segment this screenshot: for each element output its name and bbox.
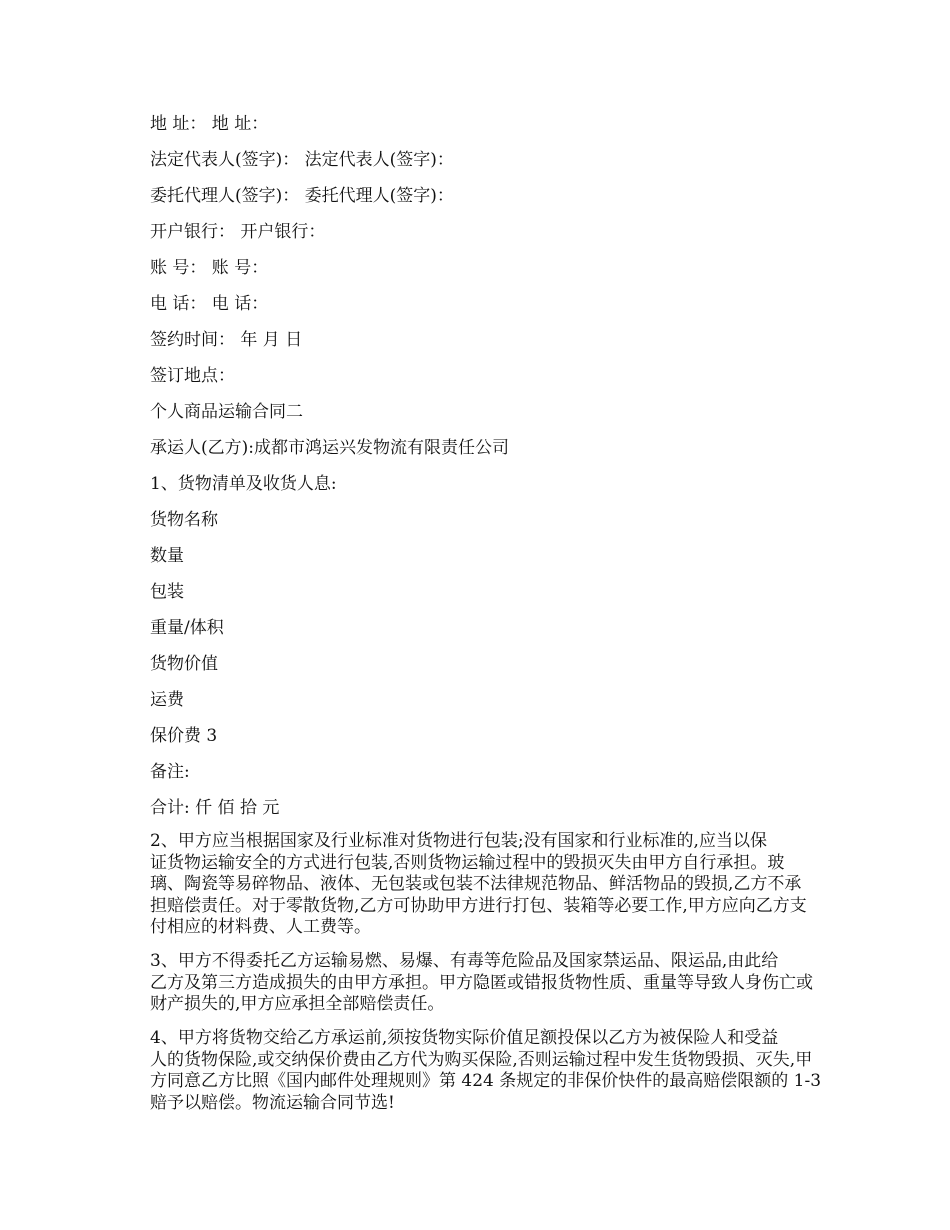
clause-4-line-4: 赔予以赔偿。物流运输合同节选! [150, 1092, 395, 1113]
contract-title: 个人商品运输合同二 [150, 402, 303, 422]
clause-2-line-5: 付相应的材料费、人工费等。 [150, 917, 371, 937]
clause-4-line-2: 人的货物保险,或交纳保价费由乙方代为购买保险,否则运输过程中发生货物毁损、灭失,甲 [150, 1049, 813, 1070]
goods-list-heading: 1、货物清单及收货人息: [150, 474, 337, 494]
weight-volume-label: 重量/体积 [150, 618, 224, 638]
clause-2-line-2: 证货物运输安全的方式进行包装,否则货物运输过程中的毁损灭失由甲方自行承担。玻 [150, 852, 785, 873]
carrier-line: 承运人(乙方):成都市鸿运兴发物流有限责任公司 [150, 438, 509, 458]
clause-4-line-3: 方同意乙方比照《国内邮件处理规则》第 424 条规定的非保价快件的最高赔偿限额的 1-3 [150, 1071, 822, 1091]
bank-line: 开户银行： 开户银行： [150, 222, 326, 242]
clause-2-line-3: 璃、陶瓷等易碎物品、液体、无包装或包装不法律规范物品、鲜活物品的毁损,乙方不承 [150, 874, 802, 894]
insurance-fee-label: 保价费 3 [150, 726, 218, 746]
clause-2-paragraph [150, 831, 840, 939]
total-label: 合计: 仟 佰 拾 元 [150, 798, 280, 818]
freight-label: 运费 [150, 690, 184, 710]
goods-value-label: 货物价值 [150, 654, 218, 674]
clause-4-paragraph [150, 1028, 840, 1114]
remarks-label: 备注: [150, 762, 190, 782]
clause-2-line-1: 2、甲方应当根据国家及行业标准对货物进行包装;没有国家和行业标准的,应当以保 [150, 831, 767, 851]
phone-line: 电 话： 电 话： [150, 294, 269, 314]
legal-representative-line: 法定代表人(签字)： 法定代表人(签字)： [150, 150, 454, 170]
account-line: 账 号： 账 号： [150, 258, 269, 278]
clause-3-line-1: 3、甲方不得委托乙方运输易燃、易爆、有毒等危险品及国家禁运品、限运品,由此给 [150, 951, 779, 971]
authorized-agent-line: 委托代理人(签字)： 委托代理人(签字)： [150, 186, 454, 206]
clause-4-line-1: 4、甲方将货物交给乙方承运前,须按货物实际价值足额投保以乙方为被保险人和受益 [150, 1028, 779, 1048]
signing-place-line: 签订地点： [150, 366, 235, 386]
clause-3-line-3: 财产损失的,甲方应承担全部赔偿责任。 [150, 994, 445, 1014]
goods-name-label: 货物名称 [150, 510, 218, 530]
signing-date-line: 签约时间： 年 月 日 [150, 330, 303, 350]
quantity-label: 数量 [150, 546, 184, 566]
clause-2-line-4: 担赔偿责任。对于零散货物,乙方可协助甲方进行打包、装箱等必要工作,甲方应向乙方支 [150, 895, 807, 916]
address-line: 地 址： 地 址： [150, 114, 269, 134]
clause-3-line-2: 乙方及第三方造成损失的由甲方承担。甲方隐匿或错报货物性质、重量等导致人身伤亡或 [150, 972, 813, 993]
packaging-label: 包装 [150, 582, 184, 602]
clause-3-paragraph [150, 951, 840, 1016]
